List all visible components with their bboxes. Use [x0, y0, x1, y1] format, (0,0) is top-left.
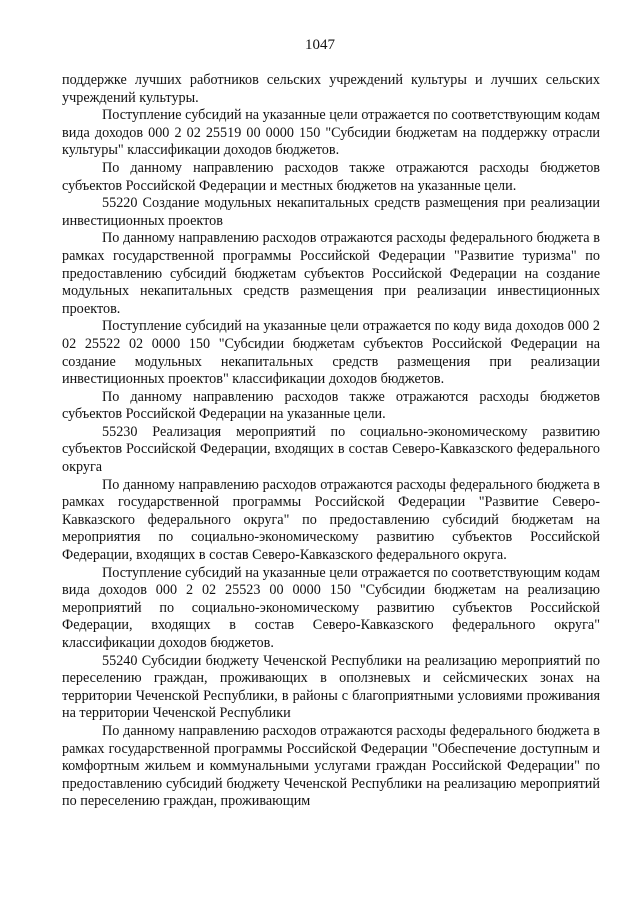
paragraph: По данному направлению расходов отражаются расходы федерального бюджета в рамках государственной программы Российской Федерации "Развитие туризма" по предоставлению субсидий бюджетам субъектов Российской Федерации на создание модульных некапитальных средств размещения при реализации инвестиционных проектов. [62, 230, 600, 317]
paragraph: По данному направлению расходов также отражаются расходы бюджетов субъектов Российской Федерации на указанные цели. [62, 388, 600, 423]
paragraph: 55230 Реализация мероприятий по социально-экономическому развитию субъектов Российской Федерации, входящих в состав Северо-Кавказского федерального округа [62, 423, 600, 476]
paragraph: 55220 Создание модульных некапитальных средств размещения при реализации инвестиционных проектов [62, 195, 600, 229]
paragraph: 55240 Субсидии бюджету Чеченской Республики на реализацию мероприятий по переселению граждан, проживающих в оползневых и сейсмических зонах на территории Чеченской Республики, в районы с благоприятными условиями проживания на территории Чеченской Республики [62, 652, 600, 722]
paragraph: По данному направлению расходов отражаются расходы федерального бюджета в рамках государственной программы Российской Федерации "Обеспечение доступным и комфортным жильем и коммунальными услугами граждан Российской Федерации" по предоставлению субсидий бюджету Чеченской Республики на реализацию мероприятий по переселению граждан, проживающим [62, 722, 600, 810]
paragraph: поддержке лучших работников сельских учреждений культуры и лучших сельских учреждений культуры. [62, 72, 600, 106]
page-number: 1047 [305, 37, 335, 53]
document-body [62, 72, 600, 811]
paragraph: По данному направлению расходов отражаются расходы федерального бюджета в рамках государственной программы Российской Федерации "Развитие Северо-Кавказского федерального округа" по предоставлению субсидий бюджетам на мероприятия по социально-экономическому развитию субъектов Российской Федерации, входящих в состав Северо-Кавказского федерального округа. [62, 476, 600, 564]
paragraph: Поступление субсидий на указанные цели отражается по соответствующим кодам вида доходов 000 2 02 25519 00 0000 150 "Субсидии бюджетам на поддержку отрасли культуры" классификации доходов бюджетов. [62, 107, 600, 159]
paragraph: Поступление субсидий на указанные цели отражается по соответствующим кодам вида доходов 000 2 02 25523 00 0000 150 "Субсидии бюджетам на реализацию мероприятий по социально-экономическому развитию субъектов Российской Федерации, входящих в состав Северо-Кавказского федерального округа" классификации доходов бюджетов. [62, 564, 600, 651]
paragraph: Поступление субсидий на указанные цели отражается по коду вида доходов 000 2 02 25522 02 0000 150 "Субсидии бюджетам субъектов Российской Федерации на создание модульных некапитальных средств размещения при реализации инвестиционных проектов" классификации доходов бюджетов. [62, 318, 600, 388]
paragraph: По данному направлению расходов также отражаются расходы бюджетов субъектов Российской Федерации и местных бюджетов на указанные цели. [62, 159, 600, 194]
